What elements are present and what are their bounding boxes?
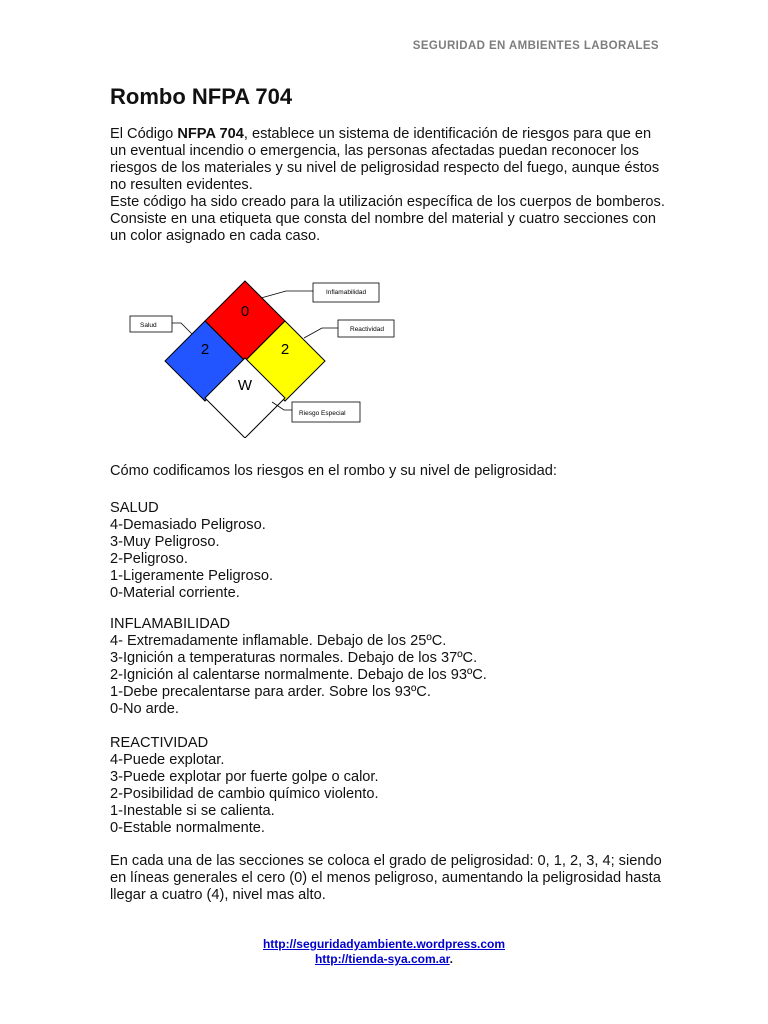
nfpa-diamond-diagram	[126, 278, 396, 438]
blog-link[interactable]: http://seguridadyambiente.wordpress.com	[262, 937, 506, 951]
reactivity-value: 2	[280, 341, 290, 358]
list-item: 0-Material corriente.	[110, 585, 240, 601]
reactivity-section	[110, 735, 379, 837]
page-title: Rombo NFPA 704	[110, 84, 293, 109]
section-heading: INFLAMABILIDAD	[110, 616, 231, 632]
list-item: 1-Inestable si se calienta.	[110, 803, 275, 819]
list-item: 2-Peligroso.	[110, 551, 188, 567]
list-item: 4-Puede explotar.	[110, 752, 225, 768]
page-header: SEGURIDAD EN AMBIENTES LABORALES	[412, 40, 659, 52]
list-item: 3-Puede explotar por fuerte golpe o calor.	[110, 769, 379, 785]
code-name: NFPA 704	[177, 126, 244, 142]
store-link[interactable]: http://tienda-sya.com.ar	[314, 952, 450, 966]
flammability-label: Inflamabilidad	[326, 289, 367, 296]
list-item: 4- Extremadamente inflamable. Debajo de los 25ºC.	[110, 633, 447, 649]
page-footer: http://seguridadyambiente.wordpress.com http://tienda-sya.com.ar.	[262, 937, 506, 966]
health-leader	[172, 323, 192, 334]
health-value: 2	[200, 341, 210, 358]
health-label: Salud	[140, 322, 157, 329]
closing-paragraph: En cada una de las secciones se coloca el grado de peligrosidad: 0, 1, 2, 3, 4; siendo en líneas generales el cero (0) el menos peligroso, aumentando la peligrosidad hasta llegar a cuatro (4), nivel mas alto.	[110, 853, 662, 903]
section-heading: SALUD	[110, 500, 159, 516]
lead-sentence: Cómo codificamos los riesgos en el rombo y su nivel de peligrosidad:	[110, 463, 557, 479]
special-label: Riesgo Especial	[299, 410, 346, 417]
list-item: 0-Estable normalmente.	[110, 820, 265, 836]
special-hazard-value: W	[237, 377, 253, 394]
flammability-section	[110, 616, 487, 718]
flammability-leader	[261, 291, 313, 298]
list-item: 3-Muy Peligroso.	[110, 534, 220, 550]
list-item: 1-Debe precalentarse para arder. Sobre los 93ºC.	[110, 684, 431, 700]
intro-paragraph-2: Este código ha sido creado para la utilización específica de los cuerpos de bomberos. Consiste en una etiqueta que consta del nombre del material y cuatro secciones con un color asignado en cada caso.	[110, 194, 665, 244]
intro-text	[110, 126, 670, 245]
list-item: 3-Ignición a temperaturas normales. Debajo de los 37ºC.	[110, 650, 478, 666]
list-item: 2-Ignición al calentarse normalmente. Debajo de los 93ºC.	[110, 667, 487, 683]
list-item: 2-Posibilidad de cambio químico violento.	[110, 786, 379, 802]
reactivity-label: Reactividad	[350, 326, 384, 333]
list-item: 4-Demasiado Peligroso.	[110, 517, 266, 533]
list-item: 0-No arde.	[110, 701, 179, 717]
list-item: 1-Ligeramente Peligroso.	[110, 568, 274, 584]
health-section	[110, 500, 273, 602]
reactivity-leader	[304, 328, 338, 338]
section-heading: REACTIVIDAD	[110, 735, 209, 751]
flammability-value: 0	[240, 303, 250, 320]
intro-paragraph-1: El Código NFPA 704, establece un sistema de identificación de riesgos para que en un eventual incendio o emergencia, las personas afectadas puedan reconocer los riesgos de los materiales y su nivel de peligrosidad respecto del fuego, aunque éstos no resulten evidentes.	[110, 126, 660, 193]
